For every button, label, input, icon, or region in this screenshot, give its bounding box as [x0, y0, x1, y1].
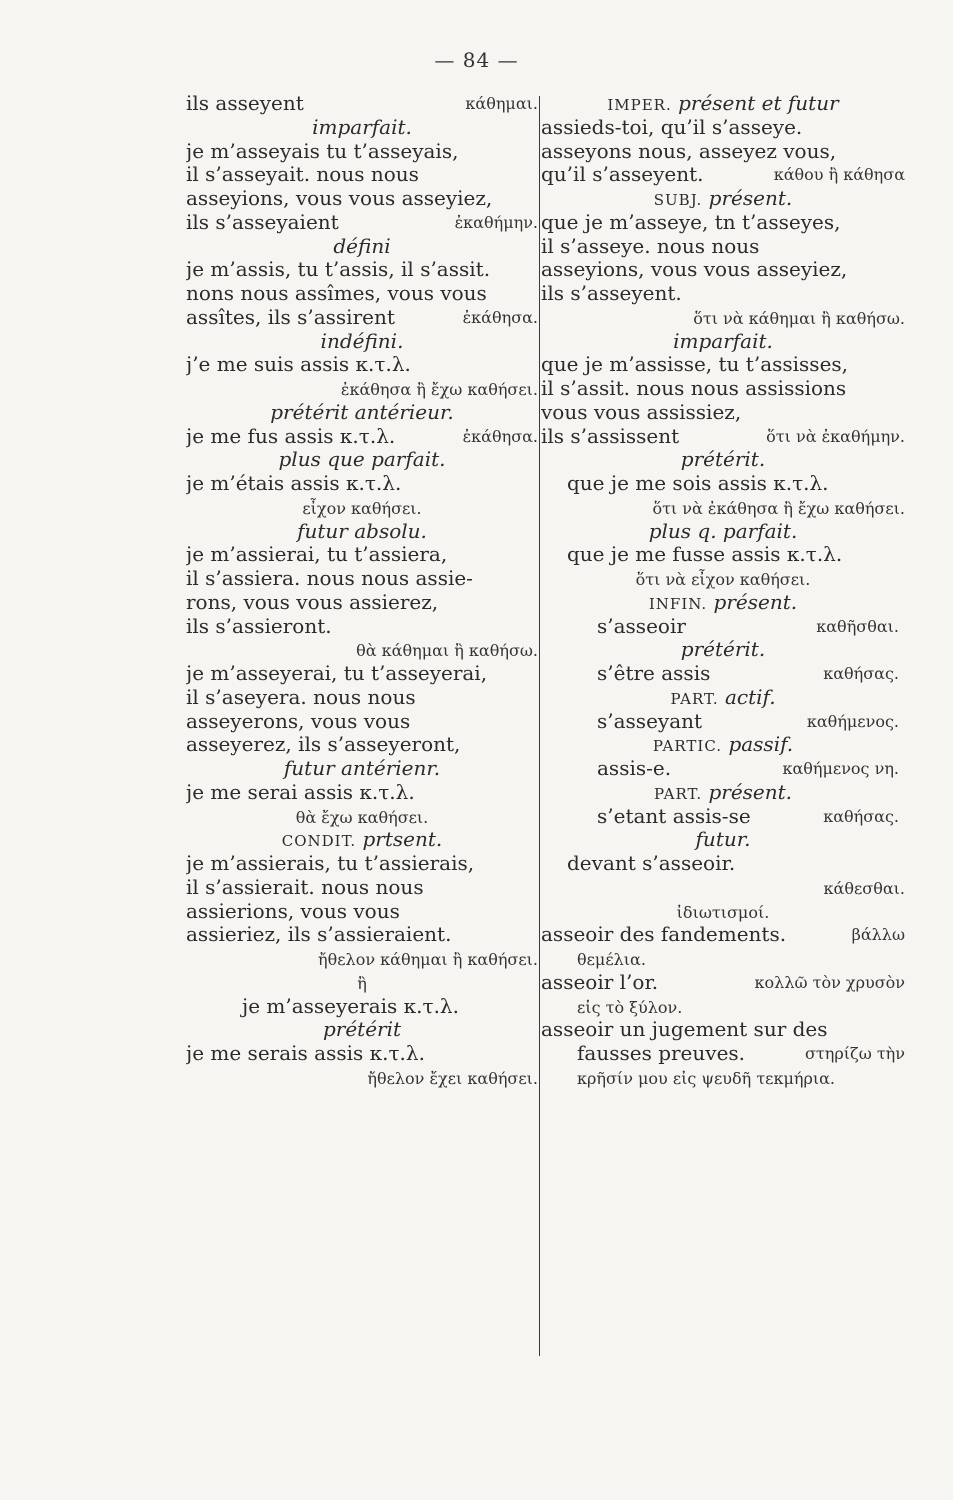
text-line	[541, 947, 905, 971]
section-heading: prétérit	[322, 1018, 402, 1042]
text-line	[541, 923, 905, 947]
mood-label: CONDIT.	[281, 832, 357, 851]
line-text: je m’assis, tu t’assis, il s’assit.	[186, 258, 491, 282]
section-heading: actif.	[724, 685, 776, 709]
greek-translation: καθήμενος.	[806, 711, 899, 731]
text-line	[541, 425, 905, 449]
line-text: je m’assierais, tu t’assierais,	[186, 852, 475, 875]
section-heading: prétérit.	[680, 638, 766, 662]
section-heading: imparfait.	[312, 115, 412, 139]
text-line	[541, 140, 905, 164]
line-text: s’etant assis-se	[597, 804, 751, 828]
text-line	[186, 733, 538, 757]
text-line	[186, 1066, 538, 1090]
mood-label: INFIN.	[648, 594, 708, 613]
text-line	[541, 258, 905, 282]
text-line	[541, 852, 905, 876]
line-text: ils asseyent	[186, 92, 304, 115]
text-line	[186, 947, 538, 971]
text-line	[186, 923, 538, 947]
mood-label: PARTIC.	[652, 737, 723, 756]
line-text: s’asseyant	[597, 709, 703, 733]
section-heading: futur absolu.	[297, 519, 427, 543]
text-line	[541, 306, 905, 330]
text-line	[186, 876, 538, 900]
line-text: il s’assit. nous nous assissions	[541, 377, 847, 400]
text-line	[541, 686, 905, 710]
line-text: que je me fusse assis κ.τ.λ.	[567, 543, 843, 567]
text-line	[186, 496, 538, 520]
left-column	[186, 92, 538, 1090]
text-line	[186, 520, 538, 544]
line-text: nons nous assîmes, vous vous	[186, 282, 487, 305]
greek-translation: ἐκάθησα.	[462, 307, 538, 327]
text-line	[541, 496, 905, 520]
section-heading: prétérit.	[680, 448, 766, 472]
line-text: devant s’asseoir.	[567, 852, 736, 875]
section-heading: prétérit antérieur.	[270, 400, 454, 424]
mood-label: IMPER.	[607, 96, 672, 114]
greek-translation: θὰ ἔχω καθήσει.	[295, 807, 429, 827]
text-line	[541, 282, 905, 306]
line-text: asseyions, vous vous asseyiez,	[541, 258, 848, 282]
line-text: je m’étais assis κ.τ.λ.	[186, 472, 402, 495]
text-line	[186, 995, 538, 1019]
text-line	[541, 733, 905, 757]
section-heading: présent.	[708, 780, 793, 804]
column-rule	[539, 96, 540, 1356]
greek-translation: καθήσας.	[823, 664, 899, 683]
text-line	[186, 615, 538, 639]
text-line	[541, 543, 905, 567]
text-line	[186, 805, 538, 829]
text-line	[186, 187, 538, 211]
text-line	[186, 306, 538, 330]
line-text: fausses preuves.	[577, 1042, 746, 1065]
text-line	[541, 638, 905, 662]
greek-translation: ἤθελον κάθημαι ἢ καθήσει.	[318, 950, 538, 969]
text-line	[186, 211, 538, 235]
page-number: — 84 —	[434, 48, 519, 72]
text-line	[541, 567, 905, 591]
greek-translation: θεμέλια.	[577, 950, 646, 969]
greek-translation: ἤθελον ἔχει καθήσει.	[367, 1068, 538, 1088]
text-line	[541, 520, 905, 544]
text-line	[186, 448, 538, 472]
greek-translation: κρῆσίν μου εἰς ψευδῆ τεκμήρια.	[577, 1068, 836, 1088]
line-text: je m’asseyerais κ.τ.λ.	[242, 994, 459, 1018]
text-line	[541, 116, 905, 140]
text-line	[186, 401, 538, 425]
line-text: qu’il s’asseyent.	[541, 163, 704, 187]
text-line	[541, 92, 905, 116]
greek-translation: εἶχον καθήσει.	[302, 498, 422, 518]
text-line	[541, 662, 905, 686]
line-text: s’être assis	[597, 662, 711, 685]
right-column	[541, 92, 905, 1090]
text-line	[186, 686, 538, 710]
section-heading: présent.	[708, 187, 793, 210]
section-heading: futur.	[695, 828, 751, 852]
line-text: asseoir un jugement sur des	[541, 1018, 828, 1042]
text-line	[541, 781, 905, 805]
text-line	[186, 330, 538, 354]
text-line	[541, 401, 905, 425]
greek-translation: καθήσας.	[823, 806, 899, 826]
greek-translation: καθήμενος νη.	[782, 759, 899, 778]
line-text: que je m’assisse, tu t’assisses,	[541, 353, 849, 377]
greek-translation: ὅτι νὰ ἐκάθησα ἢ ἔχω καθήσει.	[652, 498, 905, 518]
text-line	[186, 971, 538, 995]
section-heading: plus q. parfait.	[648, 519, 798, 543]
text-line	[541, 900, 905, 924]
greek-translation: καθῆσθαι.	[816, 616, 899, 636]
line-text: il s’asseyait. nous nous	[186, 163, 419, 187]
text-line	[186, 282, 538, 306]
greek-translation: κάθημαι.	[465, 94, 538, 113]
text-line	[541, 330, 905, 354]
text-line	[541, 591, 905, 615]
text-line	[186, 1042, 538, 1066]
text-line	[541, 710, 905, 734]
text-line	[186, 567, 538, 591]
text-line	[186, 353, 538, 377]
mood-label: PART.	[670, 689, 719, 708]
text-line	[541, 971, 905, 995]
text-line	[541, 211, 905, 235]
text-line	[541, 757, 905, 781]
text-line	[541, 187, 905, 211]
text-line	[541, 377, 905, 401]
line-text: il s’asseye. nous nous	[541, 234, 760, 258]
section-heading: plus que parfait.	[278, 448, 446, 472]
greek-translation: θὰ κάθημαι ἢ καθήσω.	[356, 641, 538, 661]
greek-translation: εἰς τὸ ξύλον.	[577, 997, 683, 1017]
text-line	[186, 781, 538, 805]
line-text: je me serais assis κ.τ.λ.	[186, 1042, 425, 1065]
text-line	[186, 163, 538, 187]
text-line	[186, 543, 538, 567]
text-line	[541, 828, 905, 852]
section-heading: présent et futur	[678, 92, 839, 115]
line-text: asseoir des fandements.	[541, 923, 787, 947]
greek-translation: κάθου ἢ κάθησα	[773, 165, 905, 185]
text-line	[186, 140, 538, 164]
line-text: que je me sois assis κ.τ.λ.	[567, 472, 829, 495]
line-text: ils s’asseyent.	[541, 282, 682, 305]
text-line	[186, 662, 538, 686]
greek-translation: ἐκάθησα ἢ ἔχω καθήσει.	[340, 380, 538, 399]
line-text: il s’assiera. nous nous assie-	[186, 567, 473, 590]
section-heading: passif.	[728, 733, 794, 757]
line-text: asseyions, vous vous asseyiez,	[186, 187, 493, 210]
greek-translation: ἐκάθησα.	[462, 426, 538, 446]
text-line	[541, 353, 905, 377]
greek-translation: κολλῶ τὸν χρυσὸν	[754, 972, 905, 992]
text-line	[186, 258, 538, 282]
line-text: assieriez, ils s’assieraient.	[186, 923, 452, 947]
text-line	[541, 448, 905, 472]
text-line	[541, 472, 905, 496]
text-line	[186, 425, 538, 449]
section-heading: indéfini.	[320, 329, 404, 353]
mood-label: SUBJ.	[653, 191, 703, 209]
text-line	[186, 638, 538, 662]
section-heading: défini	[333, 234, 391, 258]
line-text: ils s’asseyaient	[186, 210, 339, 234]
line-text: ils s’assieront.	[186, 614, 332, 638]
greek-translation: βάλλω	[851, 925, 905, 945]
text-line	[541, 995, 905, 1019]
section-heading: prtsent.	[362, 828, 443, 852]
line-text: assieds-toi, qu’il s’asseye.	[541, 115, 803, 139]
text-line	[541, 235, 905, 259]
text-line	[186, 116, 538, 140]
greek-translation: ὅτι νὰ ἐκαθήμην.	[766, 426, 905, 446]
line-text: que je m’asseye, tn t’asseyes,	[541, 210, 841, 234]
greek-translation: κάθεσθαι.	[823, 878, 905, 898]
section-heading: imparfait.	[673, 329, 773, 353]
line-text: asseyons nous, asseyez vous,	[541, 139, 837, 163]
greek-translation: ὅτι νὰ κάθημαι ἢ καθήσω.	[693, 308, 905, 328]
text-line	[186, 377, 538, 401]
text-line	[186, 235, 538, 259]
text-line	[186, 900, 538, 924]
line-text: assis-e.	[597, 757, 672, 780]
line-text: rons, vous vous assierez,	[186, 590, 439, 614]
line-text: il s’aseyera. nous nous	[186, 685, 416, 709]
greek-translation: ἢ	[357, 973, 367, 993]
line-text: je m’asseyais tu t’asseyais,	[186, 139, 459, 163]
greek-translation: ἰδιωτισμοί.	[676, 902, 770, 922]
text-line	[186, 472, 538, 496]
line-text: je me fus assis κ.τ.λ.	[186, 424, 396, 448]
mood-label: PART.	[653, 784, 703, 803]
greek-translation: ὅτι νὰ εἶχον καθήσει.	[635, 570, 811, 589]
text-line	[186, 92, 538, 116]
text-line	[186, 852, 538, 876]
text-line	[541, 1066, 905, 1090]
line-text: je m’assierai, tu t’assiera,	[186, 543, 448, 567]
line-text: s’asseoir	[597, 614, 686, 638]
line-text: vous vous assissiez,	[541, 400, 742, 424]
section-heading: présent.	[713, 590, 798, 614]
greek-translation: ἐκαθήμην.	[454, 212, 538, 232]
text-line	[186, 1018, 538, 1042]
text-line	[186, 757, 538, 781]
section-heading: futur antérienr.	[283, 757, 441, 780]
text-line	[541, 1042, 905, 1066]
text-line	[186, 710, 538, 734]
line-text: asseoir l’or.	[541, 970, 659, 994]
line-text: ils s’assissent	[541, 424, 680, 448]
text-line	[541, 615, 905, 639]
text-line	[541, 163, 905, 187]
text-line	[541, 876, 905, 900]
greek-translation: στηρίζω τὴν	[804, 1044, 905, 1063]
line-text: je m’asseyerai, tu t’asseyerai,	[186, 662, 488, 685]
line-text: assîtes, ils s’assirent	[186, 305, 395, 329]
text-line	[186, 591, 538, 615]
line-text: asseyerez, ils s’asseyeront,	[186, 733, 461, 757]
text-line	[541, 1018, 905, 1042]
line-text: assierions, vous vous	[186, 899, 400, 923]
line-text: asseyerons, vous vous	[186, 709, 411, 733]
line-text: j’e me suis assis κ.τ.λ.	[186, 353, 411, 377]
line-text: il s’assierait. nous nous	[186, 875, 424, 899]
text-line	[186, 828, 538, 852]
text-line	[541, 805, 905, 829]
line-text: je me serai assis κ.τ.λ.	[186, 780, 415, 804]
